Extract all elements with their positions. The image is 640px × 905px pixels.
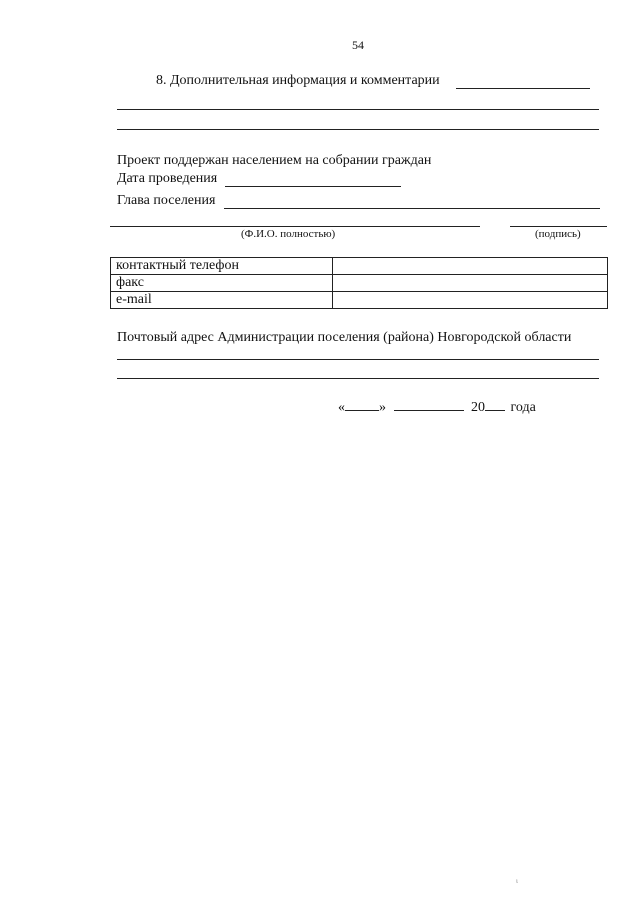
page-number: 54: [352, 38, 364, 52]
year-prefix: 20: [471, 400, 485, 415]
year-suffix: года: [510, 400, 536, 415]
section-8-label: 8. Дополнительная информация и комментарии: [156, 73, 440, 88]
meeting-date-input-line[interactable]: [225, 186, 401, 187]
head-of-settlement-input-line[interactable]: [224, 208, 600, 209]
meeting-date-label: Дата проведения: [117, 171, 218, 186]
support-statement: Проект поддержан населением на собрании граждан: [117, 153, 432, 168]
contact-phone-value[interactable]: [333, 258, 608, 275]
postal-address-label: Почтовый адрес Администрации поселения (района) Новгородской области: [117, 330, 572, 345]
contact-phone-label: контактный телефон: [111, 258, 333, 275]
comments-input-line-2[interactable]: [117, 109, 599, 110]
postal-address-input-line-2[interactable]: [117, 378, 599, 379]
signature-caption: (подпись): [535, 228, 581, 240]
postal-address-input-line-1[interactable]: [117, 359, 599, 360]
head-of-settlement-label: Глава поселения: [117, 193, 216, 208]
comments-input-line-1[interactable]: [456, 88, 590, 89]
day-input[interactable]: [345, 398, 379, 411]
fio-input-line[interactable]: [110, 226, 480, 227]
table-row: [111, 258, 608, 275]
scan-mark: ι: [516, 877, 518, 885]
day-close-quote: »: [379, 400, 386, 415]
signature-input-line[interactable]: [510, 226, 607, 227]
contacts-table: [110, 257, 608, 309]
signing-date: [338, 398, 536, 416]
email-value[interactable]: [333, 292, 608, 309]
table-row: [111, 275, 608, 292]
fax-label: факс: [111, 275, 333, 292]
month-input[interactable]: [394, 398, 464, 411]
comments-input-line-3[interactable]: [117, 129, 599, 130]
email-label: e-mail: [111, 292, 333, 309]
fax-value[interactable]: [333, 275, 608, 292]
table-row: [111, 292, 608, 309]
fio-caption: (Ф.И.О. полностью): [241, 228, 336, 240]
day-open-quote: «: [338, 400, 345, 415]
year-input[interactable]: [485, 398, 505, 411]
